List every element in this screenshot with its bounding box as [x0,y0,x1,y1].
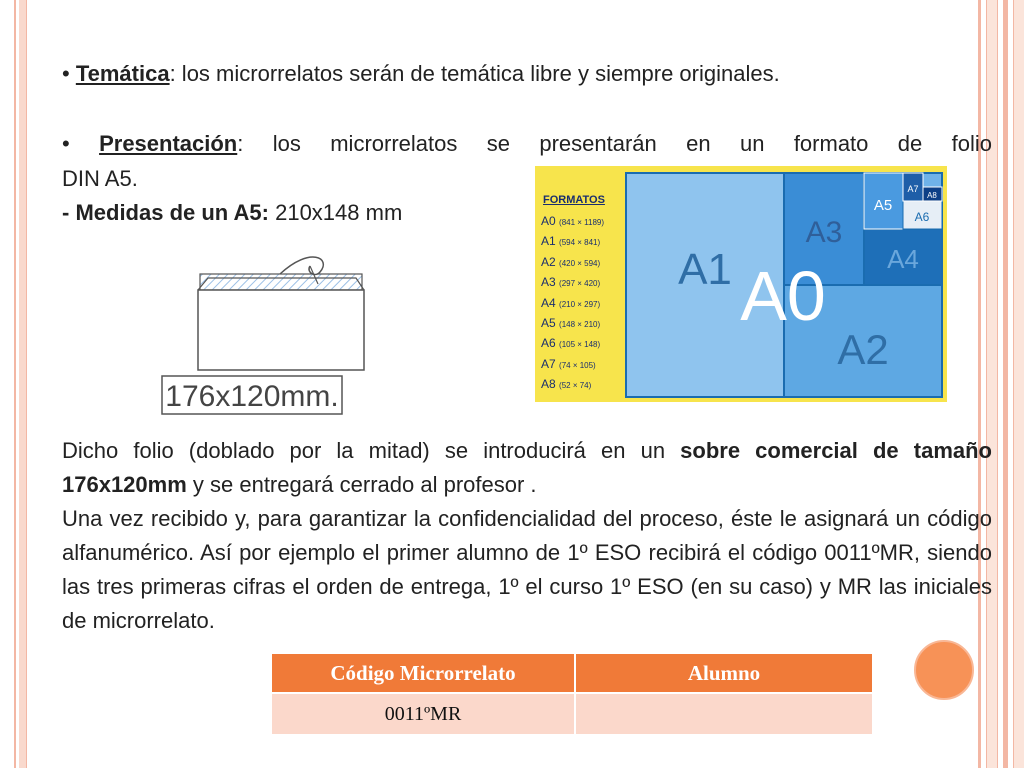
tematica-text: : los microrrelatos serán de temática libre y siempre originales. [169,61,780,86]
formats-title: FORMATOS [543,194,605,206]
medidas-line [62,196,532,230]
bullet-tematica [62,57,992,91]
presentacion-label: Presentación [99,131,238,156]
tematica-label: Temática [75,61,170,86]
a0-label: A0 [740,257,826,335]
table-header-row [271,653,873,693]
a4-label: A4 [887,244,919,274]
cell-alumno [575,693,873,735]
decorative-circle [914,640,974,700]
envelope-icon [160,248,370,418]
a1-label: A1 [678,245,732,294]
a3-label: A3 [805,216,843,249]
header-codigo: Código Microrrelato [271,653,575,693]
format-item: A5 (148 × 210) [541,316,601,331]
right-border-band-2 [1013,0,1024,768]
paper-formats-image [535,166,947,402]
paragraph-sobre [62,434,992,502]
formats-list [541,212,604,396]
left-border-band [19,0,27,768]
a7-label: A7 [907,184,919,194]
format-item: A6 (105 × 148) [541,336,601,351]
format-item: A4 (210 × 297) [541,295,601,310]
format-item: A1 (594 × 841) [541,234,601,249]
envelope-illustration [160,248,370,418]
table-row [271,693,873,735]
code-table [270,652,874,736]
presentacion-text: : los microrrelatos se presentarán en un formato de folio [237,131,992,156]
a2-label: A2 [837,326,889,373]
para1-bold: sobre comercial de tamaño 176x120mm [62,438,992,497]
a5-label: A5 [873,197,893,214]
format-item: A2 (420 × 594) [541,254,601,269]
format-item: A3 (297 × 420) [541,275,601,290]
right-border-stripe-2 [1003,0,1008,768]
bullet-mark: • [62,131,70,156]
right-border-stripe [978,0,981,768]
bullet-mark: • [62,61,70,86]
header-alumno: Alumno [575,653,873,693]
paper-sizes-diagram [625,172,943,398]
cell-codigo: 0011ºMR [271,693,575,735]
medidas-value: 210x148 mm [268,200,403,225]
a8-label: A8 [927,191,937,200]
paragraph-codigo: Una vez recibido y, para garantizar la confidencialidad del proceso, éste le asignará un código alfanumérico. Así por ejemplo el primer alumno de 1º ESO recibirá el código 0011ºMR, siendo las tres primeras cifras el orden de entrega, 1º el curso 1º ESO (en su caso) y MR las iniciales de microrrelato. [62,506,992,633]
medidas-label: - Medidas de un A5: [62,200,269,225]
a6-label: A6 [914,210,930,224]
format-item: A8 (52 × 74) [541,377,592,392]
left-border-stripe [14,0,16,768]
para1-text-1: Dicho folio (doblado por la mitad) se introducirá en un [62,438,681,463]
format-item: A7 (74 × 105) [541,356,596,371]
para1-text-2: y se entregará cerrado al profesor . [186,472,537,497]
envelope-size-label: 176x120mm. [165,380,339,413]
format-item: A0 (841 × 1189) [541,214,605,228]
bullet-presentacion [62,127,992,161]
presentacion-continuation: DIN A5. [62,166,138,191]
right-border-band [986,0,998,768]
